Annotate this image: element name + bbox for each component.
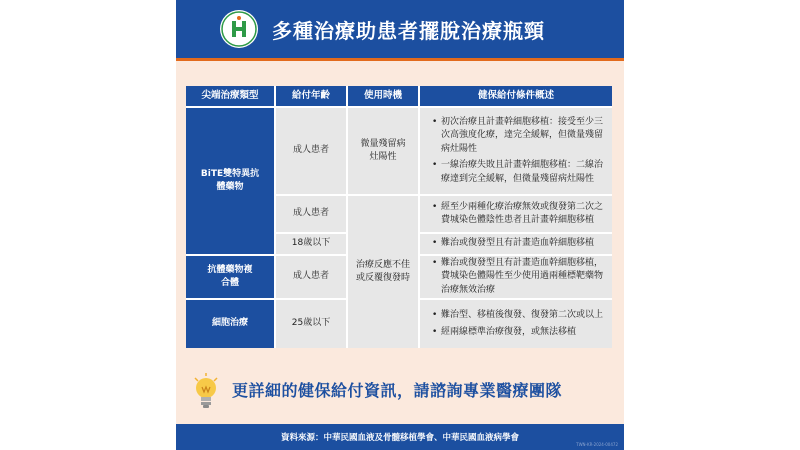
column-header-treatment-type: 尖端治療類型: [186, 86, 274, 106]
condition-item: • 經兩線標準治療復發，或無法移植: [432, 326, 603, 340]
column-header-age: 給付年齡: [276, 86, 346, 106]
condition-item: • 經至少兩種化療治療無效或復發第二次之費城染色體陰性患者且計畫幹細胞移植: [432, 201, 604, 228]
footer-bar: [176, 424, 624, 450]
treatment-label-adc: 抗體藥物複合體: [186, 256, 274, 298]
condition-item: • 一線治療失敗且計畫幹細胞移植：二線治療達到完全緩解，但微量殘留病灶陽性: [432, 159, 604, 186]
timing-cell: 微量殘留病灶陽性: [348, 108, 418, 194]
conditions-cell: [420, 196, 612, 232]
source-note: 資料來源：中華民國血液及骨髓移植學會、中華民國血液病學會: [280, 433, 519, 443]
conditions-cell: [420, 234, 612, 254]
treatment-label-bite: BiTE雙特異抗體藥物: [186, 108, 274, 254]
condition-item: • 難治或復發型且有計畫造血幹細胞移植，費城染色體陽性至少使用過兩種標靶藥物治療無效治療: [432, 257, 604, 298]
age-cell: 成人患者: [276, 108, 346, 194]
page-title: 多種治療助患者擺脫治療瓶頸: [272, 19, 545, 43]
column-header-conditions: 健保給付條件概述: [420, 86, 612, 106]
coverage-table: [186, 86, 612, 348]
age-cell: 成人患者: [276, 196, 346, 232]
treatment-label-cell-therapy: 細胞治療: [186, 300, 274, 348]
conditions-cell: [420, 108, 612, 194]
document-code: TWN-KR-2024-00472: [576, 442, 618, 447]
timing-cell: 治療反應不佳或反覆復發時: [348, 196, 418, 348]
condition-item: • 難治或復發型且有計畫造血幹細胞移植: [432, 237, 594, 251]
column-header-timing: 使用時機: [348, 86, 418, 106]
age-cell: 25歲以下: [276, 300, 346, 348]
header-bar: [176, 0, 624, 61]
conditions-cell: [420, 256, 612, 298]
condition-item: • 難治型、移植後復發、復發第二次或以上: [432, 309, 603, 323]
logo-icon: [220, 10, 258, 48]
consult-message: 更詳細的健保給付資訊，請諮詢專業醫療團隊: [232, 381, 563, 400]
conditions-cell: [420, 300, 612, 348]
condition-item: • 初次治療且計畫幹細胞移植：接受至少三次高強度化療，達完全緩解，但微量殘留病灶陽性: [432, 116, 604, 157]
lightbulb-icon: [192, 372, 220, 412]
poster: [176, 0, 624, 450]
age-cell: 18歲以下: [276, 234, 346, 254]
age-cell: 成人患者: [276, 256, 346, 298]
